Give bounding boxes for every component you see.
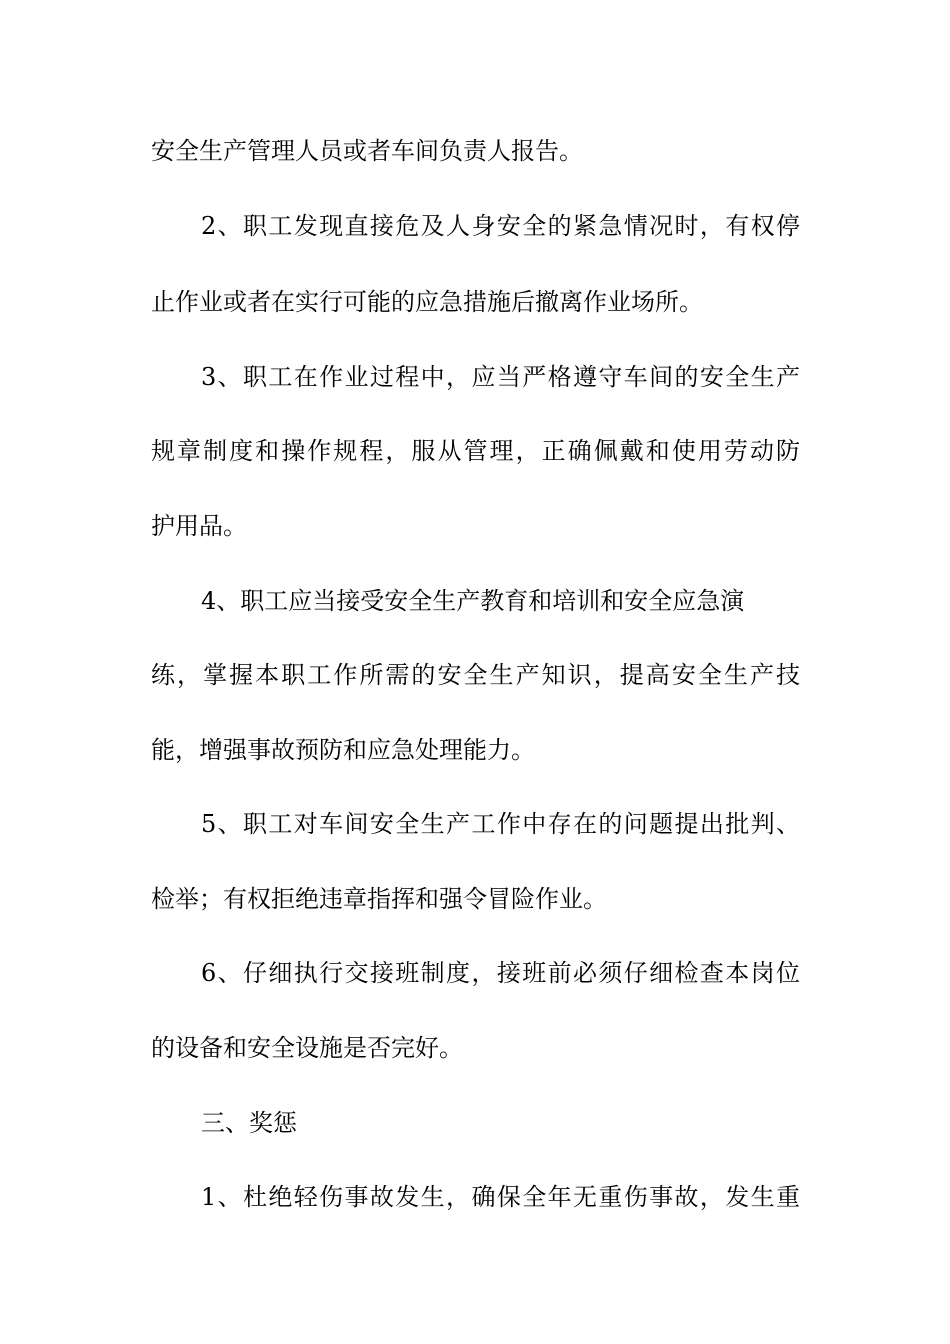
paragraph-line: 6、仔细执行交接班制度，接班前必须仔细检查本岗位 [201, 959, 800, 987]
paragraph-line: 5、职工对车间安全生产工作中存在的问题提出批判、 [201, 810, 800, 838]
paragraph-line: 的设备和安全设施是否完好。 [151, 1034, 463, 1062]
paragraph-line: 4、职工应当接受安全生产教育和培训和安全应急演 [201, 587, 745, 615]
paragraph-line: 能，增强事故预防和应急处理能力。 [151, 736, 535, 764]
paragraph-line: 安全生产管理人员或者车间负责人报告。 [151, 137, 583, 165]
paragraph-line: 3、职工在作业过程中，应当严格遵守车间的安全生产 [201, 363, 800, 391]
section-heading: 三、奖惩 [201, 1109, 297, 1137]
paragraph-line: 练，掌握本职工作所需的安全生产知识，提高安全生产技 [151, 661, 800, 689]
paragraph-line: 2、职工发现直接危及人身安全的紧急情况时，有权停 [201, 212, 800, 240]
paragraph-line: 检举；有权拒绝违章指挥和强令冒险作业。 [151, 885, 607, 913]
paragraph-line: 止作业或者在实行可能的应急措施后撤离作业场所。 [151, 288, 703, 316]
paragraph-line: 护用品。 [151, 512, 247, 540]
paragraph-line: 规章制度和操作规程，服从管理，正确佩戴和使用劳动防 [151, 437, 800, 465]
paragraph-line: 1、杜绝轻伤事故发生，确保全年无重伤事故，发生重 [201, 1183, 800, 1211]
